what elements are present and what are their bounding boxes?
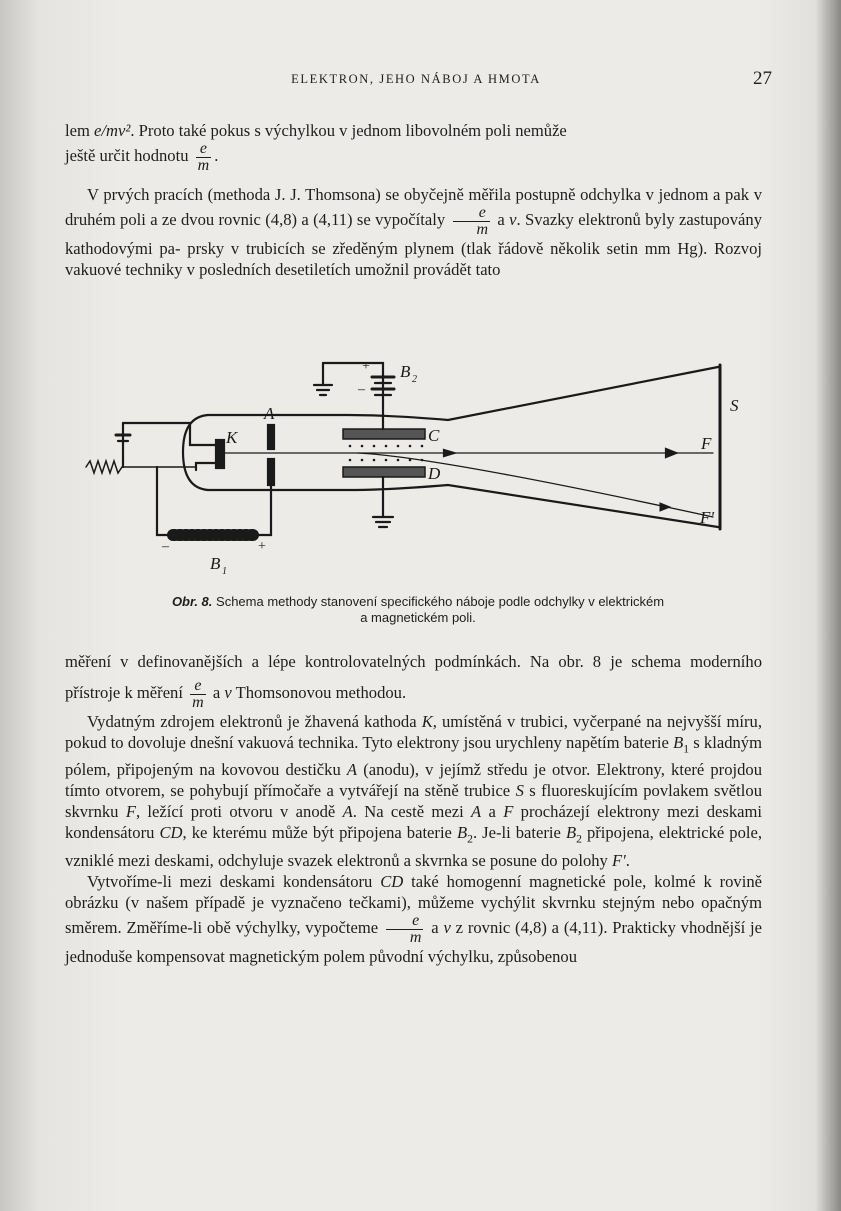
apparatus-diagram	[58, 345, 758, 590]
paragraph-5: Vytvoříme-li mezi deskami kondensátoru CD také homogenní magnetické pole, kolmé k rovině obrázku (v našem případě je vyznačeno tečkami), můžeme vychýlit skvrnku stejným nebo opačným směrem. Změříme-li obě výchylky, vypočteme $\frac{e}{m}$ a v z rovnic (4,8) a (4,11). Prakticky vhodnější je jednoduše kompensovat magnetickým polem původní výchylku, způsobenou	[65, 871, 763, 966]
fraction-e-over-m: $\frac{e}{m}$	[197, 140, 210, 174]
text-block-bottom	[65, 648, 762, 967]
label-screen: S	[730, 396, 739, 415]
tube-end-cap	[183, 415, 208, 490]
label-battery-b1-sub: 1	[222, 566, 227, 577]
figure-thomson-apparatus	[58, 345, 758, 590]
label-plus-b1: +	[258, 539, 266, 554]
paragraph-2: V prvých pracích (methoda J. J. Thomsona) se obyčejně měřila postupně odchylka v jednom a pak v druhém poli a ze dvou rovnic (4,8) a (4,11) se vypočítaly $\frac{e}{m}$ a v. Svazky elektronů byly zastupovány kathodovými pa- prsky v trubicích se zředěným plynem (tlak řádově několik setin mm Hg). Rozvoj vakuové techniky v posledních desetiletích umožnil provádět tato	[65, 185, 762, 279]
plate-d	[343, 467, 425, 477]
text-block-top	[65, 120, 762, 280]
para1-text: ještě určit hodnotu	[65, 146, 193, 166]
label-spot-f-prime: F'	[700, 508, 715, 527]
figure-caption: Obr. 8. Schema methody stanovení specifického náboje podle odchylky v elektrickém a magnetickém poli.	[171, 594, 665, 625]
paragraph-1: lem e/mv². Proto také pokus s výchylkou v jednom libovolném poli nemůže ještě určit hodnotu $\frac{e}{m}$ .	[65, 121, 567, 174]
label-minus-b2: –	[358, 382, 365, 397]
para1-text: lem	[65, 121, 95, 140]
plate-c	[343, 429, 425, 439]
label-plate-c: C	[428, 426, 440, 445]
page-number: 27	[753, 68, 772, 89]
fraction-e-over-m: $\frac{e}{m}$	[192, 677, 204, 711]
label-cathode: K	[226, 428, 238, 447]
page-header	[60, 68, 772, 92]
running-head: ELEKTRON, JEHO NÁBOJ A HMOTA	[291, 72, 541, 86]
para1-expression: e/mv²	[94, 121, 131, 140]
paragraph-4: Vydatným zdrojem elektronů je žhavená kathoda K, umístěná v trubici, vyčerpané na nejvyšší míru, pokud to dovoluje dnešní vakuová technika. Tyto elektrony jsou urychleny napětím baterie $B_1$ s kladným pólem, připojeným na kovovou destičku A (anodu), v jejímž středu je otvor. Elektrony, které projdou tímto otvorem, se pohybují přímočaře a vytvářejí na stěně trubice S s fluoreskujícím povlakem světlou skvrnku F, ležící proti otvoru v anodě A. Na cestě mezi A a F procházejí elektrony mezi deskami kondensátoru CD, ke kterému může být připojena baterie $B_2$. Je-li baterie $B_2$ připojena, elektrické pole, vzniklé mezi deskami, odchyluje svazek elektronů a skvrnka se posune do polohy F'.	[65, 712, 762, 870]
heater-resistor	[86, 461, 196, 473]
label-spot-f: F	[701, 434, 712, 453]
label-plate-d: D	[428, 464, 441, 483]
label-battery-b2-sub: 2	[412, 374, 417, 385]
label-battery-b2: B	[400, 362, 411, 381]
paragraph-3: měření v definovanějších a lépe kontrolovatelných podmínkách. Na obr. 8 je schema moderního přístroje k měření $\frac{e}{m}$ a v Thomsonovou methodou.	[65, 651, 762, 711]
tube-outline-bottom	[208, 485, 718, 527]
label-minus-b1: –	[162, 539, 169, 554]
anode-upper	[268, 425, 274, 449]
para1-text: . Proto také pokus s výchylkou v jednom libovolném poli nemůže	[130, 121, 567, 140]
anode-lower	[268, 459, 274, 485]
tube-outline	[208, 367, 718, 420]
label-battery-b1: B	[210, 554, 221, 573]
label-anode: A	[264, 404, 275, 423]
label-plus-b2: +	[362, 359, 370, 374]
fraction-e-over-m: $\frac{e}{m}$	[453, 205, 491, 238]
fraction-e-over-m: $\frac{e}{m}$	[386, 913, 424, 946]
cathode	[216, 440, 224, 468]
